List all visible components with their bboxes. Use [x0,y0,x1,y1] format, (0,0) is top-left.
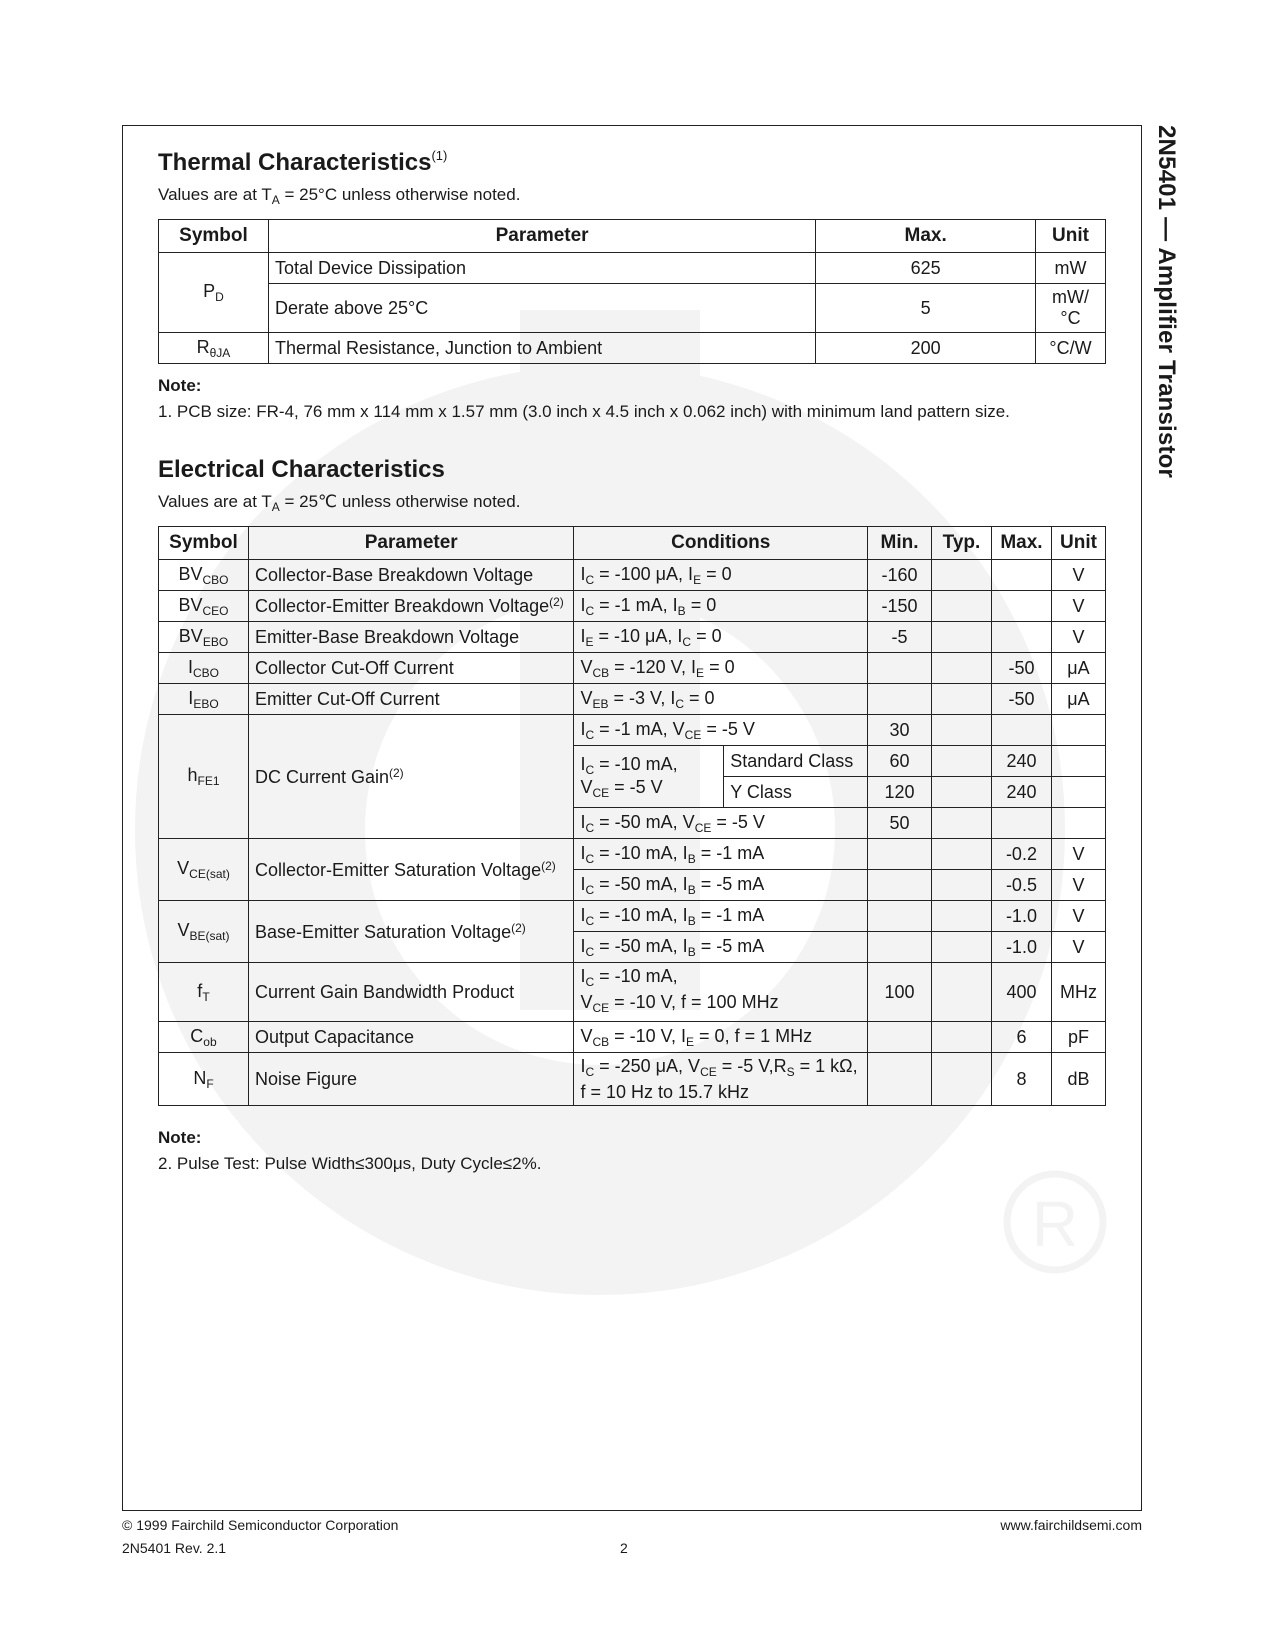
min-cell: -160 [868,560,932,591]
thermal-note [158,376,1106,422]
parameter-cell: DC Current Gain$^{(2)}$ [248,715,573,839]
conditions-cell: $I_C = -250$ μA, $V_{CE} = -5$ $V,R_S = 1$ kΩ, f = 10 Hz to 15.7 kHz [574,1053,868,1106]
side-title-text: 2N5401 — Amplifier Transistor [1153,125,1180,479]
header-min: Min. [868,527,932,560]
footer-copyright: © 1999 Fairchild Semiconductor Corporation [122,1517,399,1533]
unit-cell: mW/°C [1036,284,1106,333]
typ-cell [932,839,992,870]
unit-cell: V [1051,839,1105,870]
parameter-cell: Derate above 25°C [268,284,815,333]
typ-cell [932,1053,992,1106]
min-cell [868,684,932,715]
typ-cell [932,808,992,839]
table-row [159,963,1106,1022]
max-cell: 5 [816,284,1036,333]
table-row [159,715,1106,746]
conditions-cell: $I_C = -10$ mA, $V_{CE} = -5$ V [574,746,724,808]
conditions-cell: $V_{EB} = -3$ V, $I_C = 0$ [574,684,868,715]
max-cell: 200 [816,333,1036,364]
electrical-table [158,526,1106,1106]
table-row [159,1022,1106,1053]
min-cell [868,653,932,684]
parameter-cell: Collector-Emitter Saturation Voltage$^{(2)}$ [248,839,573,901]
symbol-cell: $N_F$ [159,1053,249,1106]
class-cell: Y Class [724,777,868,808]
max-cell: 8 [991,1053,1051,1106]
parameter-cell: Thermal Resistance, Junction to Ambient [268,333,815,364]
min-cell: 50 [868,808,932,839]
min-cell: -5 [868,622,932,653]
typ-cell [932,560,992,591]
min-cell: -150 [868,591,932,622]
table-row [159,560,1106,591]
parameter-cell: Current Gain Bandwidth Product [248,963,573,1022]
symbol-cell: $h_{FE1}$ [159,715,249,839]
max-cell [991,591,1051,622]
header-unit: Unit [1051,527,1105,560]
symbol-cell: $BV_{EBO}$ [159,622,249,653]
conditions-cell: $V_{CB} = -120$ V, $I_E = 0$ [574,653,868,684]
header-parameter: Parameter [268,220,815,253]
unit-cell: V [1051,932,1105,963]
conditions-cell: $I_C = -50$ mA, $V_{CE} = -5$ V [574,808,868,839]
footer-url-link[interactable]: www.fairchildsemi.com [1000,1517,1142,1533]
table-row [159,284,1106,333]
note-text: 1. PCB size: FR-4, 76 mm x 114 mm x 1.57 mm (3.0 inch x 4.5 inch x 0.062 inch) with minimum land pattern size. [158,402,1010,421]
thermal-header-row [159,220,1106,253]
max-cell: -1.0 [991,932,1051,963]
typ-cell [932,622,992,653]
electrical-values-note: Values are at $T_A$ = 25℃ unless otherwise noted. [158,492,521,514]
table-row [159,653,1106,684]
unit-cell: V [1051,901,1105,932]
conditions-cell: $V_{CB} = -10$ V, $I_E = 0$, f = 1 MHz [574,1022,868,1053]
unit-cell: V [1051,622,1105,653]
side-title [1136,125,1196,685]
unit-cell [1051,746,1105,777]
svg-text:R: R [1031,1188,1079,1260]
conditions-cell: $I_E = -10$ μA, $I_C = 0$ [574,622,868,653]
typ-cell [932,932,992,963]
note-label: Note: [158,376,202,395]
table-row [159,901,1106,932]
max-cell: 6 [991,1022,1051,1053]
symbol-cell: $f_T$ [159,963,249,1022]
typ-cell [932,684,992,715]
unit-cell: °C/W [1036,333,1106,364]
typ-cell [932,715,992,746]
header-max: Max. [991,527,1051,560]
min-cell [868,932,932,963]
max-cell [991,715,1051,746]
max-cell: -1.0 [991,901,1051,932]
table-row [159,622,1106,653]
symbol-cell: $V_{BE(sat)}$ [159,901,249,963]
header-symbol: Symbol [159,527,249,560]
content [158,148,1106,1174]
table-row [159,1053,1106,1106]
symbol-cell: $V_{CE(sat)}$ [159,839,249,901]
symbol-cell: $BV_{CEO}$ [159,591,249,622]
unit-cell: μA [1051,653,1105,684]
table-row [159,333,1106,364]
unit-cell [1051,808,1105,839]
unit-cell: V [1051,870,1105,901]
typ-cell [932,591,992,622]
symbol-cell: $C_{ob}$ [159,1022,249,1053]
max-cell: 625 [816,253,1036,284]
typ-cell [932,653,992,684]
table-row [159,684,1106,715]
conditions-cell: $I_C = -1$ mA, $V_{CE} = -5$ V [574,715,868,746]
min-cell [868,1053,932,1106]
parameter-cell: Base-Emitter Saturation Voltage$^{(2)}$ [248,901,573,963]
typ-cell [932,746,992,777]
min-cell [868,839,932,870]
footer-page-number: 2 [620,1540,628,1556]
unit-cell: MHz [1051,963,1105,1022]
symbol-cell: $I_{CBO}$ [159,653,249,684]
min-cell [868,870,932,901]
header-conditions: Conditions [574,527,868,560]
electrical-header-row [159,527,1106,560]
min-cell: 120 [868,777,932,808]
thermal-values-note: Values are at $T_A = 25^\circ C$ unless otherwise noted. [158,185,521,207]
unit-cell: dB [1051,1053,1105,1106]
unit-cell: μA [1051,684,1105,715]
symbol-cell: $I_{EBO}$ [159,684,249,715]
symbol-cell: $BV_{CBO}$ [159,560,249,591]
thermal-table [158,219,1106,364]
parameter-cell: Output Capacitance [248,1022,573,1053]
max-cell: 400 [991,963,1051,1022]
max-cell [991,622,1051,653]
parameter-cell: Total Device Dissipation [268,253,815,284]
header-unit: Unit [1036,220,1106,253]
conditions-cell: $I_C = -10$ mA, $I_B = -1$ mA [574,901,868,932]
thermal-title: Thermal Characteristics$^{(1)}$ [158,148,448,176]
footer-doc-rev: 2N5401 Rev. 2.1 [122,1540,227,1556]
max-cell: -0.5 [991,870,1051,901]
electrical-title: Electrical Characteristics [158,456,445,483]
parameter-cell: Collector-Emitter Breakdown Voltage$^{(2)}$ [248,591,573,622]
note-text: 2. Pulse Test: Pulse Width≤300μs, Duty Cycle≤2%. [158,1154,542,1173]
max-cell: -50 [991,653,1051,684]
min-cell: 60 [868,746,932,777]
table-row [159,253,1106,284]
unit-cell: mW [1036,253,1106,284]
class-cell: Standard Class [724,746,868,777]
unit-cell [1051,777,1105,808]
max-cell [991,560,1051,591]
conditions-cell: $I_C = -50$ mA, $I_B = -5$ mA [574,932,868,963]
unit-cell: V [1051,560,1105,591]
header-symbol: Symbol [159,220,269,253]
symbol-cell: $R_{\theta JA}$ [159,333,269,364]
min-cell: 100 [868,963,932,1022]
electrical-note [158,1128,1106,1174]
unit-cell [1051,715,1105,746]
table-row [159,591,1106,622]
parameter-cell: Collector Cut-Off Current [248,653,573,684]
max-cell [991,808,1051,839]
symbol-cell: $P_D$ [159,253,269,333]
conditions-cell: $I_C = -10$ mA, $V_{CE} = -10$ V, f = 100 MHz [574,963,868,1022]
table-row [159,839,1106,870]
max-cell: -50 [991,684,1051,715]
conditions-cell: $I_C = -50$ mA, $I_B = -5$ mA [574,870,868,901]
min-cell: 30 [868,715,932,746]
parameter-cell: Collector-Base Breakdown Voltage [248,560,573,591]
note-label: Note: [158,1128,202,1147]
parameter-cell: Emitter-Base Breakdown Voltage [248,622,573,653]
max-cell: 240 [991,746,1051,777]
max-cell: 240 [991,777,1051,808]
conditions-cell: $I_C = -100$ μA, $I_E = 0$ [574,560,868,591]
typ-cell [932,1022,992,1053]
unit-cell: V [1051,591,1105,622]
header-parameter: Parameter [248,527,573,560]
unit-cell: pF [1051,1022,1105,1053]
header-max: Max. [816,220,1036,253]
typ-cell [932,901,992,932]
typ-cell [932,777,992,808]
conditions-cell: $I_C = -10$ mA, $I_B = -1$ mA [574,839,868,870]
parameter-cell: Emitter Cut-Off Current [248,684,573,715]
min-cell [868,901,932,932]
min-cell [868,1022,932,1053]
conditions-cell: $I_C = -1$ mA, $I_B = 0$ [574,591,868,622]
typ-cell [932,963,992,1022]
parameter-cell: Noise Figure [248,1053,573,1106]
header-typ: Typ. [932,527,992,560]
max-cell: -0.2 [991,839,1051,870]
typ-cell [932,870,992,901]
